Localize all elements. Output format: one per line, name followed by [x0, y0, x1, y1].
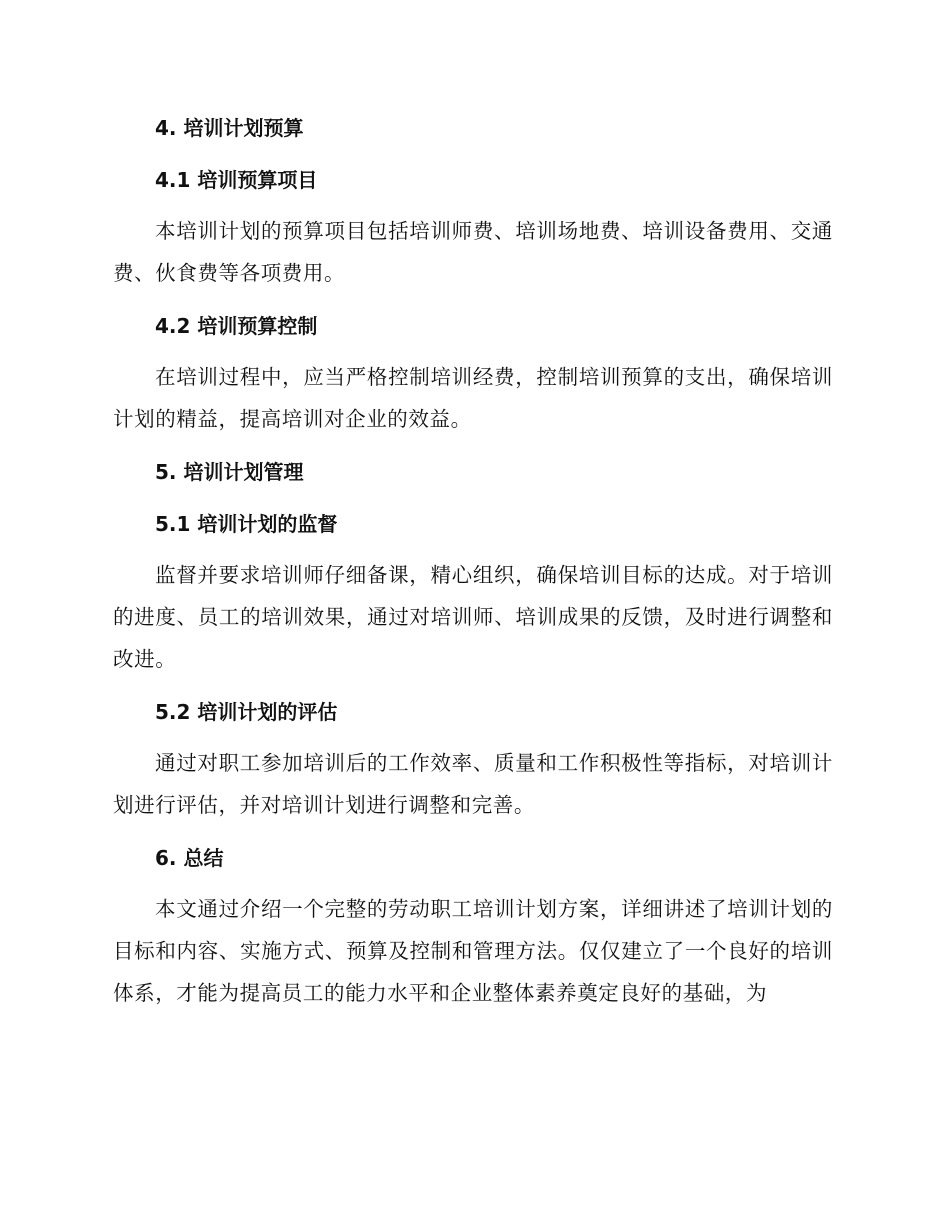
section-heading-summary: 6. 总结: [155, 846, 224, 870]
paragraph-budget-control: 在培训过程中，应当严格控制培训经费，控制培训预算的支出，确保培训计划的精益，提高培训对企业的效益。: [113, 365, 833, 431]
paragraph-budget-items: 本培训计划的预算项目包括培训师费、培训场地费、培训设备费用、交通费、伙食费等各项费用。: [113, 219, 833, 285]
paragraph-summary: 本文通过介绍一个完整的劳动职工培训计划方案，详细讲述了培训计划的目标和内容、实施方式、预算及控制和管理方法。仅仅建立了一个良好的培训体系，才能为提高员工的能力水平和企业整体素养奠定良好的基础，为: [113, 897, 833, 1005]
subsection-heading-budget-control: 4.2 培训预算控制: [155, 314, 318, 338]
paragraph-supervision: 监督并要求培训师仔细备课，精心组织，确保培训目标的达成。对于培训的进度、员工的培训效果，通过对培训师、培训成果的反馈，及时进行调整和改进。: [113, 563, 833, 671]
document-body: [113, 106, 833, 1024]
subsection-heading-evaluation: 5.2 培训计划的评估: [155, 700, 338, 724]
section-heading-budget: 4. 培训计划预算: [155, 116, 304, 140]
subsection-heading-budget-items: 4.1 培训预算项目: [155, 168, 318, 192]
section-heading-management: 5. 培训计划管理: [155, 460, 304, 484]
paragraph-evaluation: 通过对职工参加培训后的工作效率、质量和工作积极性等指标，对培训计划进行评估，并对培训计划进行调整和完善。: [113, 751, 833, 817]
subsection-heading-supervision: 5.1 培训计划的监督: [155, 512, 338, 536]
